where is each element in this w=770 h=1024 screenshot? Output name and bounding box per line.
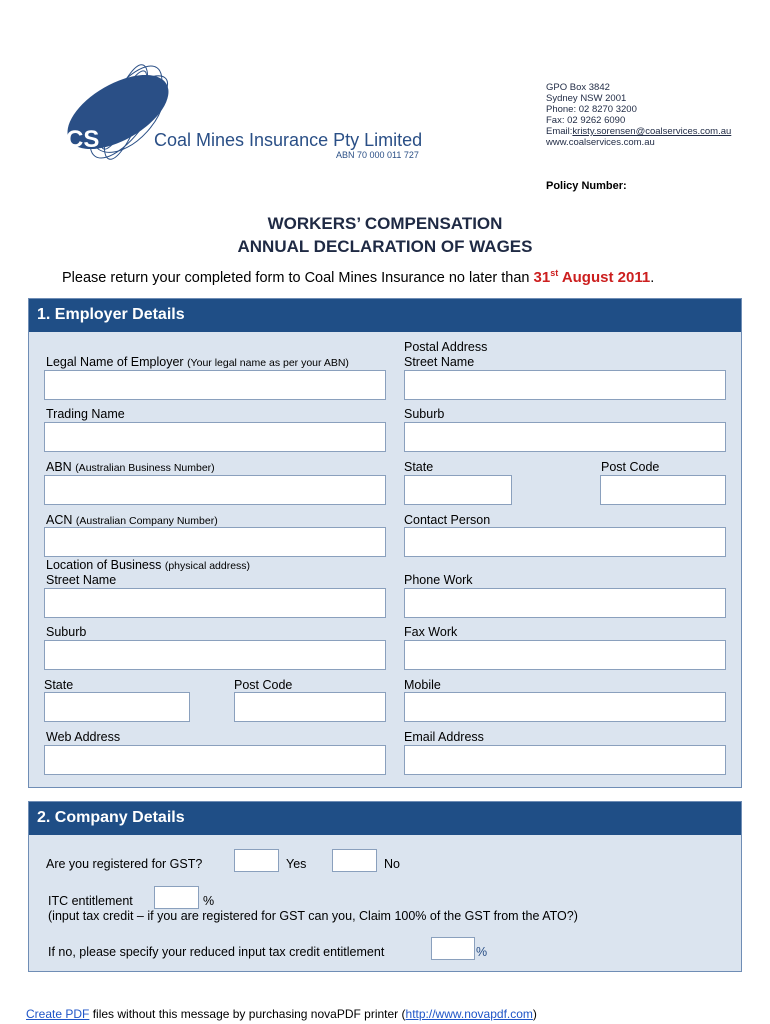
postal-suburb-label: Suburb [404,407,445,421]
gst-question-label: Are you registered for GST? [46,857,203,871]
acn-label [46,513,218,527]
mobile-field[interactable] [404,692,726,722]
location-suburb-label: Suburb [46,625,87,639]
employer-details-section [28,298,742,788]
location-suburb-field[interactable] [44,640,386,670]
phone-work-field[interactable] [404,588,726,618]
location-post-code-field[interactable] [234,692,386,722]
itc-label: ITC entitlement [48,894,133,908]
reduced-itc-field[interactable] [431,937,475,960]
location-note: (physical address) [164,560,251,572]
gst-yes-label: Yes [286,857,307,871]
footer-message [26,1007,537,1021]
postal-suburb-field[interactable] [404,422,726,452]
mobile-label: Mobile [404,678,441,692]
street-name-label: Street Name [404,355,475,369]
phone-text: Phone: 02 8270 3200 [546,104,637,115]
deadline-date [534,269,651,286]
location-state-field[interactable] [44,692,190,722]
company-details-section [28,801,742,972]
company-details-header: 2. Company Details [29,802,741,835]
email-link[interactable]: kristy.sorensen@coalservices.com.au [572,126,732,137]
location-label [46,558,250,572]
deadline-month-year: August 2011 [558,269,651,286]
fax-work-label: Fax Work [404,625,458,639]
postal-post-code-field[interactable] [600,475,726,505]
address-line-2: Sydney NSW 2001 [546,93,627,104]
deadline-day: 31 [533,269,551,286]
legal-name-field[interactable] [44,370,386,400]
contact-person-label: Contact Person [404,513,491,527]
company-abn: ABN 70 000 011 727 [336,150,419,160]
company-name: Coal Mines Insurance Pty Limited [154,130,423,150]
abn-label-text: ABN [46,460,72,474]
itc-field[interactable] [154,886,199,909]
reduced-itc-label: If no, please specify your reduced input tax credit entitlement [48,945,385,959]
trading-name-field[interactable] [44,422,386,452]
legal-name-note: (Your legal name as per your ABN) [187,357,349,369]
reduced-itc-percent: % [476,945,488,959]
instruction-main: Please return your completed form to Coal Mines Insurance no later than [62,270,534,286]
postal-post-code-label: Post Code [601,460,660,474]
fax-work-field[interactable] [404,640,726,670]
gst-no-box[interactable] [332,849,377,872]
postal-state-label: State [404,460,434,474]
policy-number-label: Policy Number: [546,180,627,192]
website-text: www.coalservices.com.au [546,137,655,148]
novapdf-link[interactable]: http://www.novapdf.com [405,1007,533,1021]
gst-yes-box[interactable] [234,849,279,872]
postal-state-field[interactable] [404,475,512,505]
acn-field[interactable] [44,527,386,557]
fax-text: Fax: 02 9262 6090 [546,115,626,126]
web-address-field[interactable] [44,745,386,775]
form-title-line-1: WORKERS’ COMPENSATION [267,214,503,233]
legal-name-label-text: Legal Name of Employer [46,355,184,369]
email-line [546,126,731,137]
address-line-1: GPO Box 3842 [546,82,610,93]
form-title-line-2: ANNUAL DECLARATION OF WAGES [237,237,533,256]
create-pdf-link[interactable]: Create PDF [26,1007,90,1021]
postal-street-field[interactable] [404,370,726,400]
footer-text: files without this message by purchasing novaPDF printer ( [89,1007,406,1021]
contact-block [546,82,731,148]
abn-field[interactable] [44,475,386,505]
location-label-text: Location of Business [46,558,162,572]
instruction-end: . [650,270,655,286]
abn-note: (Australian Business Number) [75,462,215,474]
email-label: Email: [546,126,573,137]
contact-person-field[interactable] [404,527,726,557]
legal-name-label [46,355,349,369]
postal-address-label: Postal Address [404,340,488,354]
deadline-day-suffix: st [550,268,559,278]
acn-note: (Australian Company Number) [75,515,218,527]
location-street-label: Street Name [46,573,117,587]
acn-label-text: ACN [46,513,73,527]
abn-label [46,460,215,474]
location-post-code-label: Post Code [234,678,293,692]
location-street-field[interactable] [44,588,386,618]
phone-work-label: Phone Work [404,573,473,587]
itc-percent: % [203,894,215,908]
employer-details-header: 1. Employer Details [29,299,741,332]
location-state-label: State [44,678,74,692]
footer-end: ) [532,1007,537,1021]
itc-note: (input tax credit – if you are registered for GST can you, Claim 100% of the GST from the ATO?) [48,909,578,923]
gst-no-label: No [384,857,400,871]
trading-name-label: Trading Name [46,407,125,421]
email-address-field[interactable] [404,745,726,775]
logo-text: CS [66,126,100,153]
web-address-label: Web Address [46,730,121,744]
email-address-label: Email Address [404,730,484,744]
instruction-text [62,268,654,286]
